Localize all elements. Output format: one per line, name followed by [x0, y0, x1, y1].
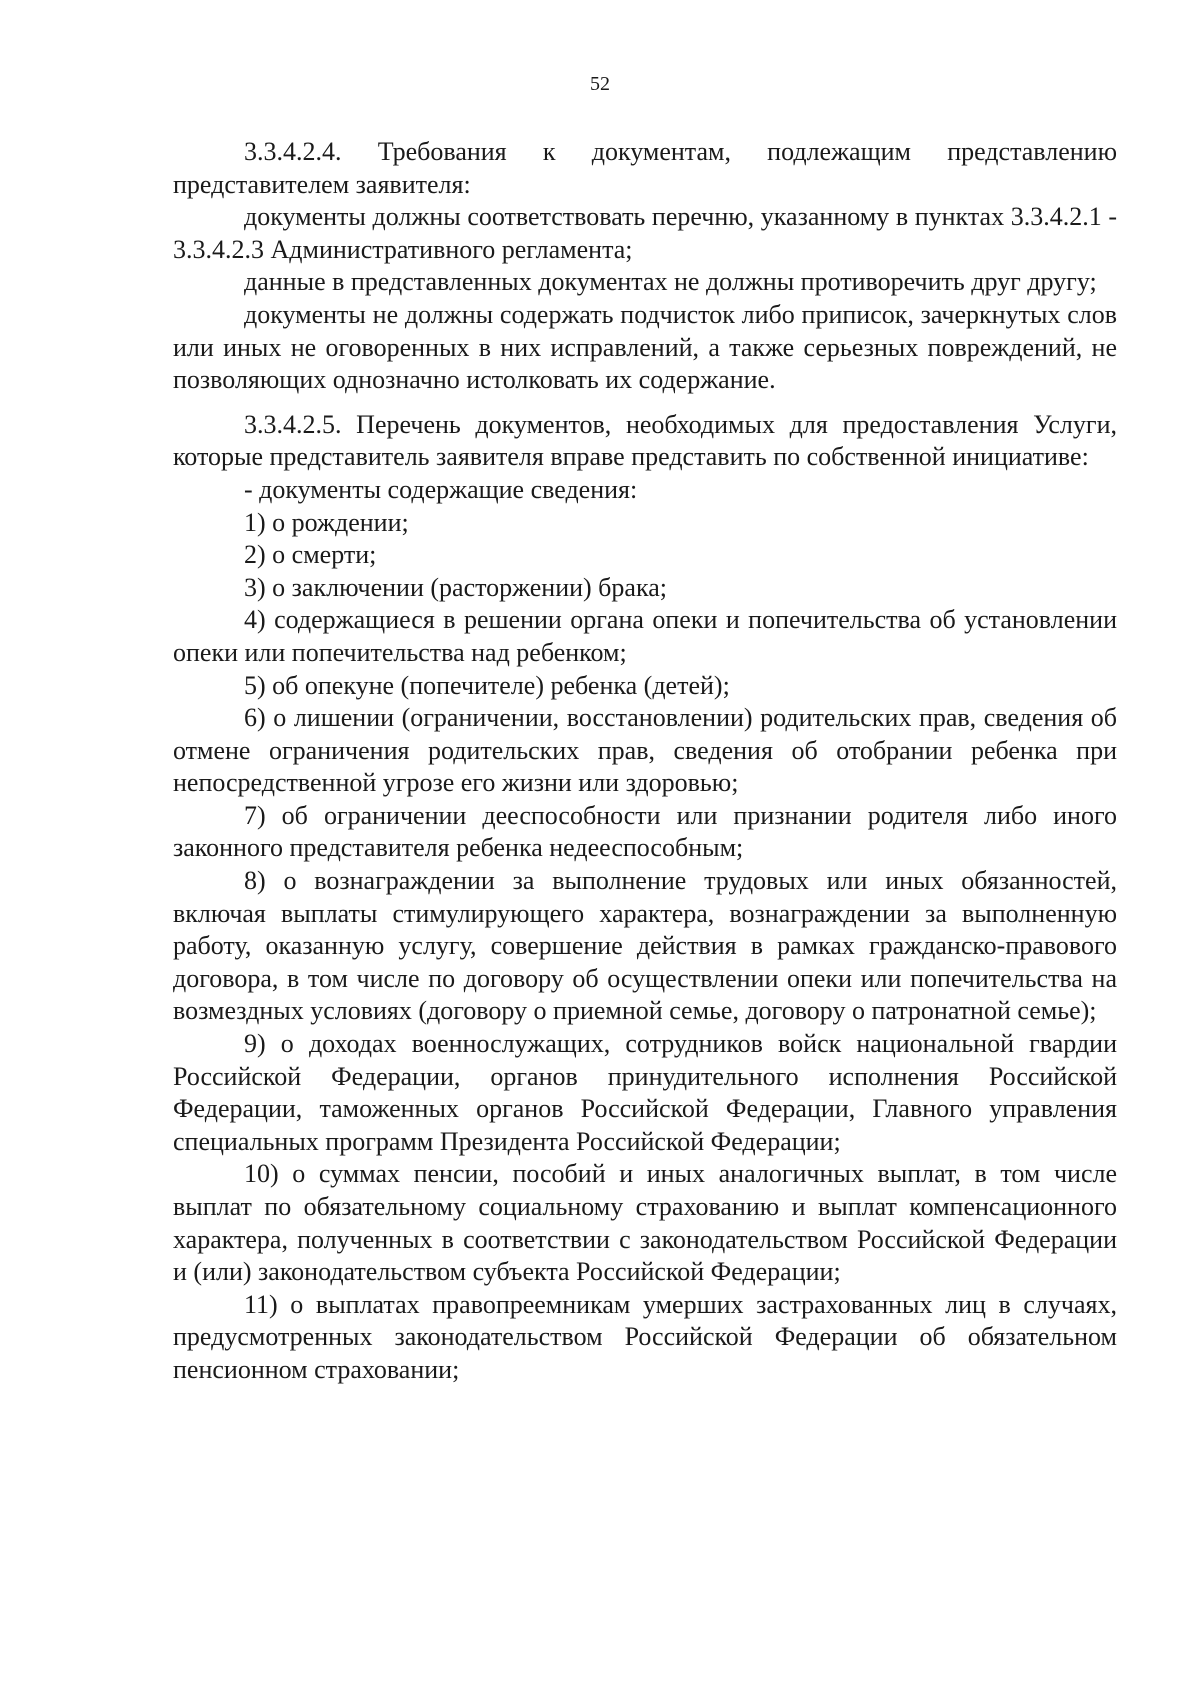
list-item-3-marriage: 3) о заключении (расторжении) брака; [244, 572, 667, 602]
list-item-4-guardianship-decision: 4) содержащиеся в решении органа опеки и попечительства об установлении опеки или попечительства над ребенком; [173, 605, 1117, 667]
paragraph-3-3-4-2-5-heading: 3.3.4.2.5. Перечень документов, необходимых для предоставления Услуги, которые представитель заявителя вправе представить по собственной инициативе: [173, 409, 1117, 472]
list-item-9-military-income: 9) о доходах военнослужащих, сотрудников войск национальной гвардии Российской Федерации, органов принудительного исполнения Российской Федерации, таможенных органов Российской Федерации, Главного управления специальных программ Президента Российской Федерации; [173, 1029, 1117, 1156]
list-item-11-successor-payments: 11) о выплатах правопреемникам умерших застрахованных лиц в случаях, предусмотренных законодательством Российской Федерации об обязательном пенсионном страховании; [173, 1289, 1117, 1384]
paragraph-3-3-4-2-4-heading: 3.3.4.2.4. Требования к документам, подлежащим представлению представителем заявителя: [173, 137, 1117, 199]
paragraph-documents-containing-info: - документы содержащие сведения: [244, 474, 638, 504]
list-item-1-birth: 1) о рождении; [244, 507, 409, 537]
list-item-6-parental-rights: 6) о лишении (ограничении, восстановлении) родительских прав, сведения об отмене ограничения родительских прав, сведения об отобрании ребенка при непосредственной угрозе его жизни или здоровью; [173, 703, 1117, 798]
paragraph-no-erasures: документы не должны содержать подчисток либо приписок, зачеркнутых слов или иных не оговоренных в них исправлений, а также серьезных повреждений, не позволяющих однозначно истолковать их содержание. [173, 299, 1117, 395]
list-item-8-remuneration: 8) о вознаграждении за выполнение трудовых или иных обязанностей, включая выплаты стимулирующего характера, вознаграждении за выполненную работу, оказанную услугу, совершение действия в рамках гражданско-правового договора, в том числе по договору об осуществлении опеки или попечительства на возмездных условиях (договору о приемной семье, договору о патронатной семье); [173, 866, 1117, 1026]
paragraph-documents-match-list: документы должны соответствовать перечню, указанному в пунктах 3.3.4.2.1 - 3.3.4.2.3 Административного регламента; [173, 202, 1117, 264]
list-item-10-pensions: 10) о суммах пенсии, пособий и иных аналогичных выплат, в том числе выплат по обязательному социальному страхованию и выплат компенсационного характера, полученных в соответствии с законодательством Российской Федерации и (или) законодательством субъекта Российской Федерации; [173, 1159, 1117, 1287]
list-item-7-legal-capacity: 7) об ограничении дееспособности или признании родителя либо иного законного представителя ребенка недееспособным; [173, 800, 1117, 863]
list-item-5-guardian: 5) об опекуне (попечителе) ребенка (детей); [244, 670, 730, 700]
document-body [173, 136, 1117, 1387]
page-number: 52 [590, 73, 610, 95]
list-item-2-death: 2) о смерти; [244, 540, 377, 570]
paragraph-data-not-contradict: данные в представленных документах не должны противоречить друг другу; [244, 267, 1097, 297]
